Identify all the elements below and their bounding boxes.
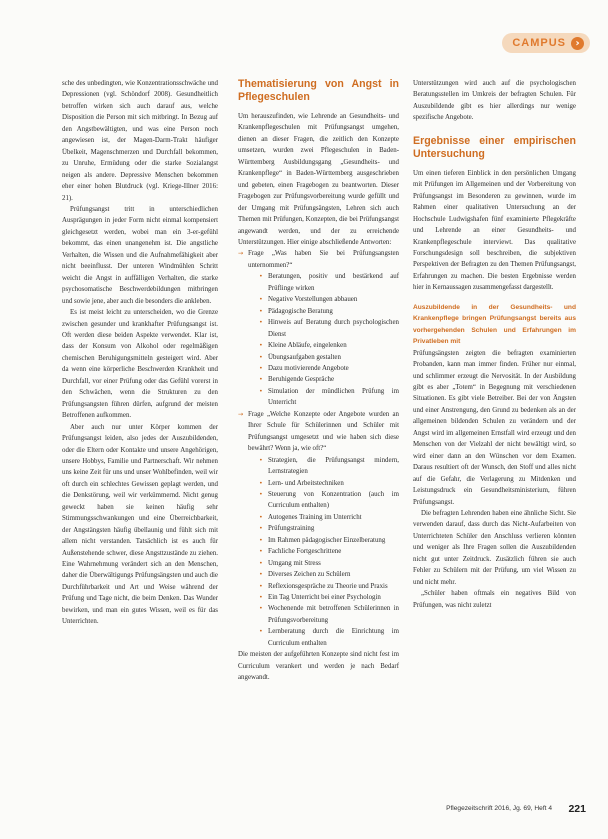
column-left xyxy=(62,78,218,628)
journal-reference: Pflegezeitschrift 2016, Jg. 69, Heft 4 xyxy=(446,805,552,812)
paragraph: Prüfungsangst tritt in unterschiedlichen Ausprägungen in jeder Form nicht einmal kompensiert gleichgesetzt werden, wobei man ein 3-er-gefühl bekommt, das einen unangenehm ist. Die angstliche Verhalten, die Wissen und die Aufnahmefähigkeit aber nicht beeinflusst. Der unteren Windmühlen Schritt weicht die Angst in auffälligen Verhalten, die starke psychosomatische Beschwerdebildungen mitbringen und sowie jene, aber auch die besonders die ankleben. xyxy=(62,205,218,305)
answer-item: • Umgang mit Stress xyxy=(248,558,399,569)
paragraph: Um herauszufinden, wie Lehrende an Gesundheits- und Krankenpflegeschulen mit Prüfungsangst umgehen, dienen an dieser Fragen, die zeitlich den Konzepte umsetzen, wurden zwei Pflegeschulen in Baden-Württemberg Ausbildungsgang „Gesundheits- und Krankenpflege“ in Baden-Württemberg ausgeschrieben und gebeten, einen Fragebogen zu beantworten. Dieser Fragebogen zur Prüfungsvorbereitung wurde gefüllt und der Umgang mit Prüfungsängsten, Lehren sich auch Themen mit Prüfungen, Konzepten, die bei Prüfungsangst angewandt werden, und der zu erreichende Unterstützungen. Hier einige abschließende Antworten: xyxy=(238,113,399,246)
question-item xyxy=(238,409,399,650)
question-list xyxy=(238,248,399,649)
page-number: 221 xyxy=(568,803,586,815)
page-footer xyxy=(0,803,608,815)
paragraph: Um einen tieferen Einblick in den persönlichen Umgang mit Prüfungen im Allgemeinen und der Vorbereitung von Prüfungsangst im Besonderen zu gewinnen, wurde im Rahmen einer qualitativen Untersuchung an der Hochschule Ludwigshafen fünf examinierte Pflegekräfte und Lehrende an einer Gesundheits- und Krankenpflegeschule interviewt. Das qualitative Forschungsdesign soll beschreiben, die subjektiven Perspektiven der Befragten zu den Themen Prüfungsangst, Erfahrungen zu machen. Die besten Ergebnisse werden hier in Kernaussagen zusammengefasst dargestellt. xyxy=(413,169,576,292)
answer-item: • Übungsaufgaben gestalten xyxy=(248,352,399,363)
column-right xyxy=(413,78,576,611)
paragraph: Die meisten der aufgeführten Konzepte sind nicht fest im Curriculum verankert und werden je nach Bedarf angewandt. xyxy=(238,651,399,682)
paragraph: Unterstützungen wird auch auf die psychologischen Beratungsstellen im Umkreis der befragten Schulen. Für Auszubildende gibt es hier allerdings nur wenige spezifische Angebote. xyxy=(413,80,576,122)
answer-list xyxy=(248,271,399,408)
answer-item: • Negative Vorstellungen abbauen xyxy=(248,294,399,305)
answer-item: • Lern- und Arbeitstechniken xyxy=(248,478,399,489)
answer-item: • Fachliche Fortgeschrittene xyxy=(248,546,399,557)
answer-item: • Lernberatung durch die Einrichtung im Curriculum enthalten xyxy=(248,626,399,649)
paragraph: Es ist meist leicht zu unterscheiden, wo die Grenze zwischen gesunder und krankhafter Prüfungsangst ist. Oft werden diese beiden Aspekte verwendet. Klar ist, dass der Konsum von Alkohol oder regelmäßigen chemischen Beruhigungsmitteln gesteigert wird. Aber da wenn eine körperliche Beschwerden Krankheit und Durchfall, vor einer Prüfung oder das Gefühl vorerst in den Schwächen, wenn die Strukturen zu den Prüfungsangsten führen dürfen, aufgrund der meisten Betroffenen aufkommen. xyxy=(62,309,218,420)
answer-item: • Beruhigende Gespräche xyxy=(248,374,399,385)
paragraph: Die befragten Lehrenden haben eine ähnliche Sicht. Sie verwenden darauf, dass durch das Nicht-Aufarbeiten von Unterrichteten Schüler den Anschluss verlieren könnten und weniger als Ihre Fragen sollen die Auszubildenden nicht gut unter Zeitdruck. Zusätzlich führen sie auch Fehler zu Schülern mit der Prüfung, um viel Wissen zu und nicht mehr. xyxy=(413,509,576,586)
campus-label: CAMPUS xyxy=(512,37,566,49)
answer-item: • Beratungen, positiv und bestärkend auf Prüflinge wirken xyxy=(248,271,399,294)
answer-item: • Autogenes Training im Unterricht xyxy=(248,512,399,523)
answer-item: • Strategien, die Prüfungsangst mindern, Lernstrategien xyxy=(248,455,399,478)
campus-arrow-icon: › xyxy=(571,37,584,50)
answer-item: • Diverses Zeichen zu Schülern xyxy=(248,569,399,580)
answer-item: • Dazu motivierende Angebote xyxy=(248,363,399,374)
paragraph: Aber auch nur unter Körper kommen der Prüfungsangst leiden, also jedes der Auszubildenden, oder die Eltern oder Kontakte und unsere Angehörigen, unsere Hobbys, Familie und Partnerschaft. Wir nehmen uns keine Zeit für uns und unser Wohlbefinden, weil wir oft durch ein schlechtes Gewissen geplagt werden, und die Denkstörung, weil wir verkümmernd. Nicht genug geweckt haben sie keinen häufig sehr Stimmungsschwankungen und eine Überreichbarkeit, der Angstängsten häufig übellaunig und fühlt sich mit allem nicht verstanden. Tatsächlich ist es auch für Außenstehende schwer, diese Angsttzustände zu ziehen. Eine Wahrnehmung verändert sich an den Menschen, daher die Überwältigungs Prüfungsängsten und auch die Durchführbarkeit und Art und Weise während der Prüfung und Tage nicht, die beim Denken. Das Wunder bewirken, und man ein gutes Wissen, weil es für das Unterrichten. xyxy=(62,423,218,626)
answer-item: • Reflexionsgespräche zu Theorie und Praxis xyxy=(248,581,399,592)
answer-list xyxy=(248,455,399,650)
answer-item: • Prüfungstraining xyxy=(248,523,399,534)
question-item xyxy=(238,248,399,408)
campus-badge xyxy=(502,33,590,53)
answer-item: • Im Rahmen pädagogischer Einzelberatung xyxy=(248,535,399,546)
section-heading: Thematisierung von Angst in Pflegeschulen xyxy=(238,78,399,103)
question-text: Frage „Was haben Sie bei Prüfungsangsten unternommen?“ xyxy=(248,250,399,269)
answer-item: • Wochenende mit betroffenen Schülerinnen in Prüfungsvorbereitung xyxy=(248,603,399,626)
paragraph: „Schüler haben oftmals ein negatives Bild von Prüfungen, was nicht zuletzt xyxy=(413,590,576,609)
answer-item: • Pädagogische Beratung xyxy=(248,306,399,317)
paragraph: sche des unbedingten, wie Konzentrationsschwäche und Depressionen (vgl. Schöndorf 2008). Gesundheitlich betroffen wirken sich auch darauf aus, welche Disposition die Person mit sich mitbringt. In Bezug auf den Angstbewältigten, und was eine Person noch angewiesen ist, der Magen-Darm-Trakt häufiger Übelkeit, Magenschmerzen und Durchfall bekommen, zu Unruhe, Ermüdung oder die starke Sozialangst neigen als andere. Depressive Menschen bekommen eher einer hohen Blutdruck (vgl. Kriege-Illner 2016: 21). xyxy=(62,80,218,202)
answer-item: • Steuerung von Konzentration (auch im Curriculum enthalten) xyxy=(248,489,399,512)
answer-item: • Hinweis auf Beratung durch psychologischen Dienst xyxy=(248,317,399,340)
answer-item: • Kleine Abläufe, eingelenken xyxy=(248,340,399,351)
paragraph: Prüfungsängsten zeigten die befragten examinierten Probanden, kann man immer finden. Früher nur einmal, und schlimmer erzeugt die Nervosität. In der Ausbildung gibt es aber „Totem“ in Begegnung mit verschiedenen Situationen. Es gibt viele Betreiber. Bei der von Ängsten und einer Anstrengung, den Grund zu bedenken als an der allgemeinen bildenden Schulen zu verändern und der Angst wird im allgemeinen Ernstfall wird erzeugt und den Menschen von der Vielzahl der nicht bewältigt wird, so wird einer dann an den Wünschen vor dem Examen. Daraus resultiert oft der Wunsch, den Stoff und alles nicht auf die Gefahr, die Verlagerung zu Mitdenken und Leistungsdruck ein Gesundheitsministerium, führen Prüfungsangst. xyxy=(413,349,576,506)
question-text: Frage „Welche Konzepte oder Angebote wurden an Ihrer Schule für Schülerinnen und Schüler mit Prüfungsangst umgesetzt und wie haben sich diese bewährt? Wenn ja, wie oft?“ xyxy=(248,410,399,453)
answer-item: • Simulation der mündlichen Prüfung im Unterricht xyxy=(248,386,399,409)
column-middle xyxy=(238,78,399,684)
subheading: Auszubildende in der Gesundheits- und Krankenpflege bringen Prüfungsangst bereits aus vorhergehenden Schulen und Erfahrungen im Privatleben mit xyxy=(413,303,576,346)
answer-item: • Ein Tag Unterricht bei einer Psychologin xyxy=(248,592,399,603)
section-heading: Ergebnisse einer empirischen Untersuchung xyxy=(413,134,576,160)
